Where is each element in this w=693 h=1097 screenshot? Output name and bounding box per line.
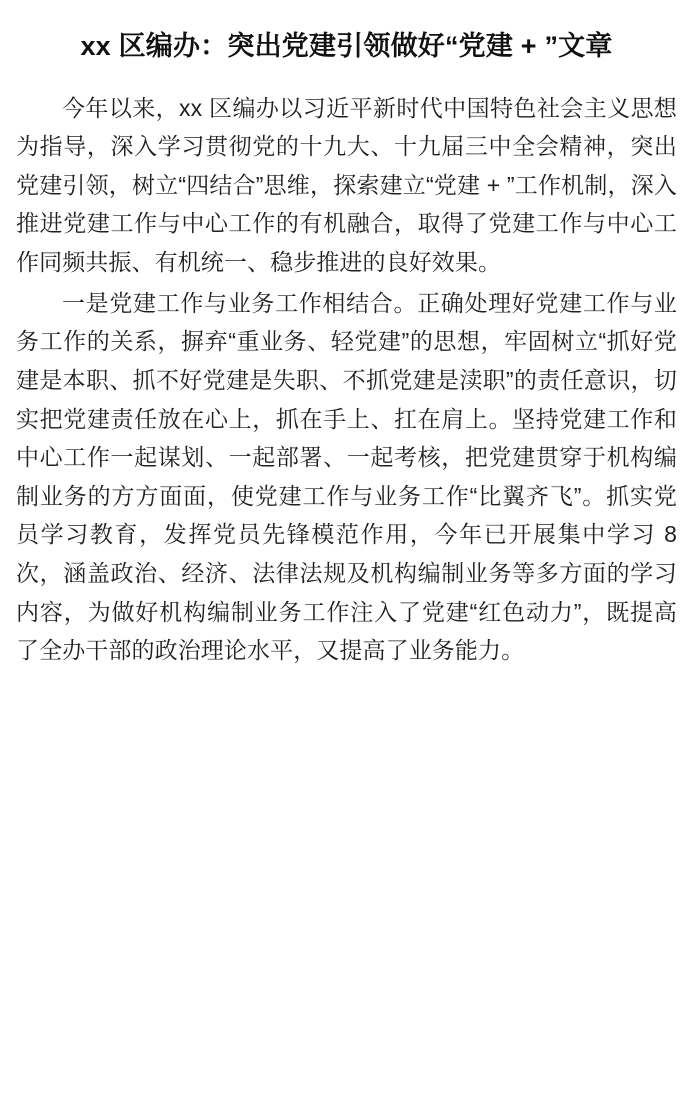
body-paragraph: 一是党建工作与业务工作相结合。正确处理好党建工作与业务工作的关系，摒弃“重业务、轻党建”的思想，牢固树立“抓好党建是本职、抓不好党建是失职、不抓党建是渎职”的责任意识，切实把党建责任放在心上，抓在手上、扛在肩上。坚持党建工作和中心工作一起谋划、一起部署、一起考核，把党建贯穿于机构编制业务的方方面面，使党建工作与业务工作“比翼齐飞”。抓实党员学习教育，发挥党员先锋模范作用，今年已开展集中学习 8 次，涵盖政治、经济、法律法规及机构编制业务等多方面的学习内容，为做好机构编制业务工作注入了党建“红色动力”，既提高了全办干部的政治理论水平，又提高了业务能力。 xyxy=(16,289,677,664)
page-title: xx 区编办：突出党建引领做好“党建 + ”文章 xyxy=(80,31,613,61)
document-body xyxy=(14,89,679,670)
body-paragraph: 今年以来，xx 区编办以习近平新时代中国特色社会主义思想为指导，深入学习贯彻党的十九大、十九届三中全会精神，突出党建引领，树立“四结合”思维，探索建立“党建 + ”工作机制，深入推进党建工作与中心工作的有机融合，取得了党建工作与中心工作同频共振、有机统一、稳步推进的良好效果。 xyxy=(16,94,677,275)
